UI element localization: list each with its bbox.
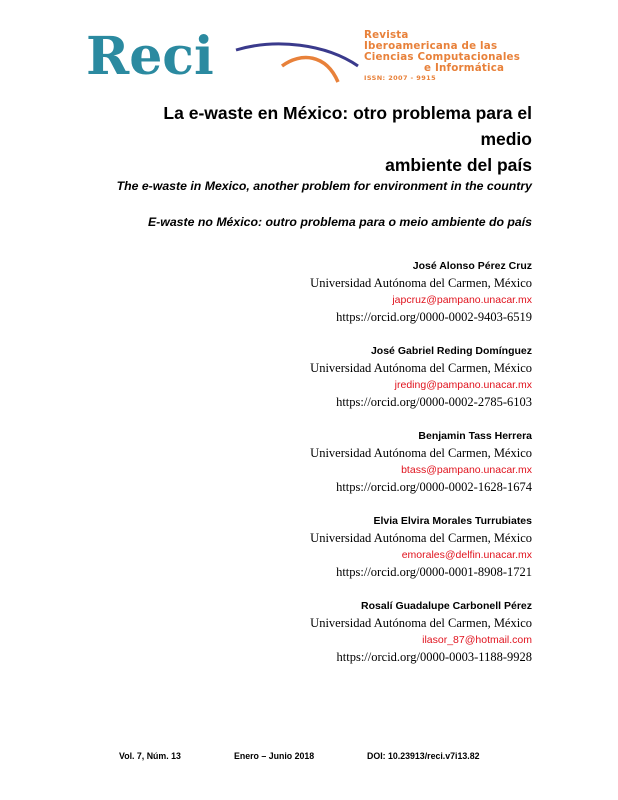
title-english: The e-waste in Mexico, another problem for environment in the country [116, 179, 532, 193]
author-affiliation: Universidad Autónoma del Carmen, México [310, 446, 532, 460]
author-orcid-link[interactable]: https://orcid.org/0000-0002-9403-6519 [336, 310, 532, 324]
author-list [212, 258, 532, 683]
author-name: Elvia Elvira Morales Turrubiates [373, 515, 532, 527]
author-email-link[interactable]: jreding@pampano.unacar.mx [394, 379, 532, 391]
journal-line: Ciencias Computacionales [364, 51, 521, 63]
author-email-link[interactable]: japcruz@pampano.unacar.mx [392, 294, 532, 306]
title-line-1: La e-waste en México: otro problema para el medio [163, 103, 532, 149]
footer-date: Enero – Junio 2018 [234, 751, 315, 761]
journal-line: Revista [364, 29, 409, 41]
author-name: Rosalí Guadalupe Carbonell Pérez [361, 600, 532, 612]
logo-swoosh-icon [86, 30, 366, 90]
footer-doi[interactable]: DOI: 10.23913/reci.v7i13.82 [367, 751, 480, 761]
footer-volume: Vol. 7, Núm. 13 [119, 751, 181, 761]
author-orcid-link[interactable]: https://orcid.org/0000-0002-1628-1674 [336, 480, 532, 494]
author-name: José Gabriel Reding Domínguez [370, 345, 532, 357]
journal-line: Iberoamericana de las [364, 40, 498, 52]
author-email-link[interactable]: btass@pampano.unacar.mx [401, 464, 532, 476]
article-title [112, 100, 532, 178]
journal-issn: ISSN: 2007 - 9915 [364, 74, 436, 82]
author-affiliation: Universidad Autónoma del Carmen, México [310, 531, 532, 545]
author-email-link[interactable]: ilasor_87@hotmail.com [422, 634, 532, 646]
author-block [212, 598, 532, 666]
author-block [212, 428, 532, 496]
author-affiliation: Universidad Autónoma del Carmen, México [310, 361, 532, 375]
author-name: José Alonso Pérez Cruz [412, 260, 532, 272]
logo-text: Reci [86, 30, 214, 87]
journal-line: e Informática [424, 62, 505, 74]
author-block [212, 513, 532, 581]
author-block [212, 258, 532, 326]
author-orcid-link[interactable]: https://orcid.org/0000-0001-8908-1721 [336, 565, 532, 579]
title-line-2: ambiente del país [385, 155, 532, 175]
author-email-link[interactable]: emorales@delfin.unacar.mx [401, 549, 532, 561]
author-block [212, 343, 532, 411]
journal-name [364, 30, 544, 83]
author-affiliation: Universidad Autónoma del Carmen, México [310, 276, 532, 290]
title-portuguese: E-waste no México: outro problema para o meio ambiente do país [147, 215, 532, 229]
author-orcid-link[interactable]: https://orcid.org/0000-0003-1188-9928 [336, 650, 532, 664]
author-name: Benjamin Tass Herrera [418, 430, 532, 442]
author-affiliation: Universidad Autónoma del Carmen, México [310, 616, 532, 630]
author-orcid-link[interactable]: https://orcid.org/0000-0002-2785-6103 [336, 395, 532, 409]
